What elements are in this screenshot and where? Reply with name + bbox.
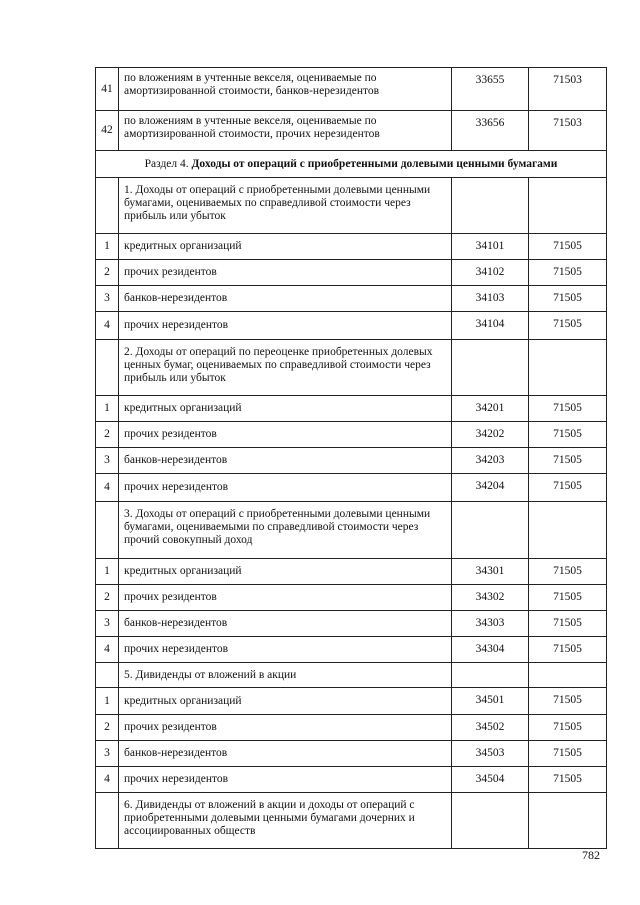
symbol-code: 34502 — [452, 715, 529, 741]
row-number: 2 — [96, 715, 119, 741]
document-table — [95, 67, 607, 849]
account-number: 71505 — [529, 312, 607, 340]
symbol-code — [452, 663, 529, 688]
row-description: кредитных организаций — [119, 559, 452, 585]
row-number: 4 — [96, 767, 119, 793]
table-row — [96, 637, 607, 663]
account-number: 71505 — [529, 585, 607, 611]
account-number: 71505 — [529, 396, 607, 422]
row-number — [96, 178, 119, 234]
symbol-code: 34503 — [452, 741, 529, 767]
row-number — [96, 502, 119, 559]
table-row — [96, 715, 607, 741]
row-number: 1 — [96, 559, 119, 585]
account-number: 71505 — [529, 715, 607, 741]
row-number: 2 — [96, 422, 119, 448]
row-description: банков-нерезидентов — [119, 448, 452, 474]
symbol-code: 34103 — [452, 286, 529, 312]
section-header-row — [96, 151, 607, 178]
symbol-code: 34104 — [452, 312, 529, 340]
row-description: прочих резидентов — [119, 260, 452, 286]
row-number: 4 — [96, 637, 119, 663]
row-number: 4 — [96, 312, 119, 340]
table-row — [96, 448, 607, 474]
account-number: 71503 — [529, 68, 607, 111]
account-number — [529, 793, 607, 849]
row-number: 1 — [96, 234, 119, 260]
table-row — [96, 422, 607, 448]
account-number — [529, 502, 607, 559]
account-number: 71505 — [529, 559, 607, 585]
account-number: 71505 — [529, 260, 607, 286]
row-description: прочих нерезидентов — [119, 767, 452, 793]
symbol-code: 34101 — [452, 234, 529, 260]
row-description: прочих нерезидентов — [119, 474, 452, 502]
row-number: 2 — [96, 585, 119, 611]
subsection-title: 2. Доходы от операций по переоценке приобретенных долевых ценных бумаг, оцениваемых по справедливой стоимости через прибыль или убыток — [119, 340, 452, 396]
row-number: 1 — [96, 396, 119, 422]
row-number — [96, 340, 119, 396]
account-number: 71505 — [529, 234, 607, 260]
section-prefix: Раздел 4. — [144, 157, 192, 170]
section-header — [96, 151, 607, 178]
account-number: 71505 — [529, 474, 607, 502]
table-row — [96, 688, 607, 715]
account-number: 71503 — [529, 111, 607, 151]
table-row — [96, 111, 607, 151]
table-row — [96, 585, 607, 611]
row-description: прочих нерезидентов — [119, 637, 452, 663]
table-row — [96, 611, 607, 637]
account-number — [529, 178, 607, 234]
row-number: 2 — [96, 260, 119, 286]
row-number: 3 — [96, 611, 119, 637]
subsection-title: 3. Доходы от операций с приобретенными долевыми ценными бумагами, оцениваемыми по справедливой стоимости через прочий совокупный доход — [119, 502, 452, 559]
account-number: 71505 — [529, 637, 607, 663]
row-number: 42 — [96, 111, 119, 151]
table-row — [96, 741, 607, 767]
row-description: кредитных организаций — [119, 688, 452, 715]
symbol-code: 34303 — [452, 611, 529, 637]
row-description: прочих резидентов — [119, 715, 452, 741]
page-number: 782 — [582, 848, 600, 862]
row-description: банков-нерезидентов — [119, 286, 452, 312]
table-row — [96, 474, 607, 502]
row-number: 41 — [96, 68, 119, 111]
symbol-code: 33655 — [452, 68, 529, 111]
row-number: 4 — [96, 474, 119, 502]
row-number: 3 — [96, 448, 119, 474]
table-row — [96, 396, 607, 422]
table-row — [96, 260, 607, 286]
symbol-code — [452, 793, 529, 849]
symbol-code: 34201 — [452, 396, 529, 422]
symbol-code: 34301 — [452, 559, 529, 585]
account-number: 71505 — [529, 767, 607, 793]
account-number: 71505 — [529, 448, 607, 474]
symbol-code: 34202 — [452, 422, 529, 448]
row-number — [96, 793, 119, 849]
subsection-title: 1. Доходы от операций с приобретенными долевыми ценными бумагами, оцениваемых по справедливой стоимости через прибыль или убыток — [119, 178, 452, 234]
table-row — [96, 234, 607, 260]
row-number: 3 — [96, 741, 119, 767]
table-row — [96, 559, 607, 585]
subsection-title: 6. Дивиденды от вложений в акции и доходы от операций с приобретенными долевыми ценными бумагами дочерних и ассоциированных обществ — [119, 793, 452, 849]
subsection-row — [96, 663, 607, 688]
row-description: банков-нерезидентов — [119, 741, 452, 767]
table-row — [96, 767, 607, 793]
row-description: банков-нерезидентов — [119, 611, 452, 637]
table-body — [96, 68, 607, 849]
table-row — [96, 312, 607, 340]
symbol-code: 34102 — [452, 260, 529, 286]
symbol-code: 34302 — [452, 585, 529, 611]
account-number: 71505 — [529, 688, 607, 715]
subsection-row — [96, 340, 607, 396]
subsection-row — [96, 793, 607, 849]
symbol-code — [452, 178, 529, 234]
subsection-title: 5. Дивиденды от вложений в акции — [119, 663, 452, 688]
subsection-row — [96, 502, 607, 559]
subsection-row — [96, 178, 607, 234]
table-row — [96, 68, 607, 111]
account-number: 71505 — [529, 422, 607, 448]
account-number — [529, 663, 607, 688]
row-description: прочих резидентов — [119, 585, 452, 611]
row-description: по вложениям в учтенные векселя, оцениваемые по амортизированной стоимости, банков-нерезидентов — [119, 68, 452, 111]
symbol-code: 34504 — [452, 767, 529, 793]
symbol-code: 34203 — [452, 448, 529, 474]
row-description: по вложениям в учтенные векселя, оцениваемые по амортизированной стоимости, прочих нерезидентов — [119, 111, 452, 151]
table-row — [96, 286, 607, 312]
row-description: кредитных организаций — [119, 234, 452, 260]
symbol-code: 34304 — [452, 637, 529, 663]
symbol-code: 33656 — [452, 111, 529, 151]
symbol-code: 34204 — [452, 474, 529, 502]
account-number: 71505 — [529, 741, 607, 767]
symbol-code — [452, 502, 529, 559]
row-description: кредитных организаций — [119, 396, 452, 422]
symbol-code — [452, 340, 529, 396]
account-number — [529, 340, 607, 396]
symbol-code: 34501 — [452, 688, 529, 715]
section-title: Доходы от операций с приобретенными долевыми ценными бумагами — [191, 157, 558, 170]
row-number: 1 — [96, 688, 119, 715]
row-description: прочих нерезидентов — [119, 312, 452, 340]
account-number: 71505 — [529, 286, 607, 312]
account-number: 71505 — [529, 611, 607, 637]
row-description: прочих резидентов — [119, 422, 452, 448]
row-number: 3 — [96, 286, 119, 312]
row-number — [96, 663, 119, 688]
